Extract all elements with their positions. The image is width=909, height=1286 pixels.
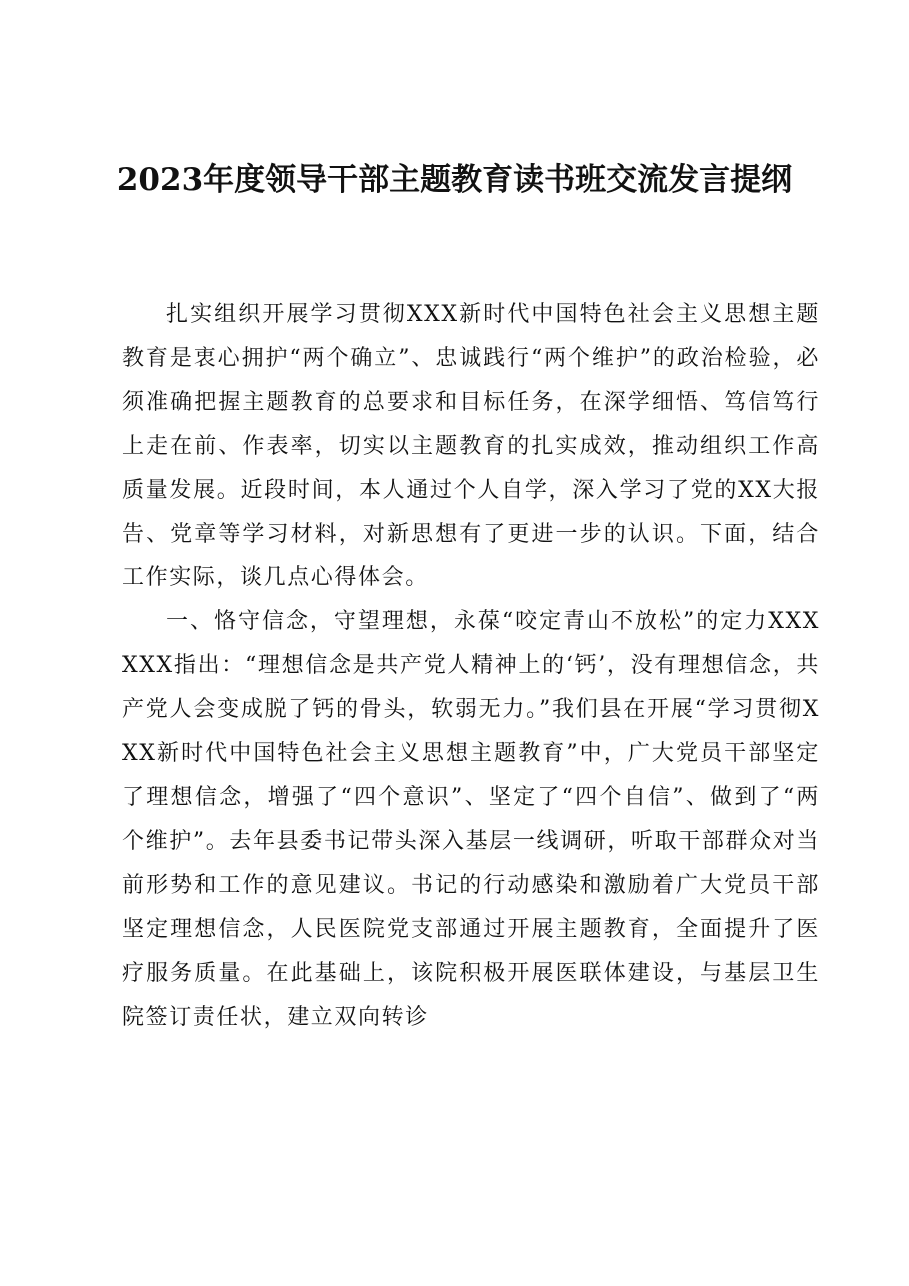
paragraph-intro: 扎实组织开展学习贯彻XXX新时代中国特色社会主义思想主题教育是衷心拥护“两个确立”、忠诚践行“两个维护”的政治检验，必须准确把握主题教育的总要求和目标任务，在深学细悟、笃信笃行上走在前、作表率，切实以主题教育的扎实成效，推动组织工作高质量发展。近段时间，本人通过个人自学，深入学习了党的XX大报告、党章等学习材料，对新思想有了更进一步的认识。下面，结合工作实际，谈几点心得体会。 (122, 302, 820, 591)
document-body (122, 293, 820, 1039)
paragraph-section-one: 一、恪守信念，守望理想，永葆“咬定青山不放松”的定力XXXXXX指出：“理想信念是共产党人精神上的‘钙’，没有理想信念，共产党人会变成脱了钙的骨头，软弱无力。”我们县在开展“学习贯彻XXX新时代中国特色社会主义思想主题教育”中，广大党员干部坚定了理想信念，增强了“四个意识”、坚定了“四个自信”、做到了“两个维护”。去年县委书记带头深入基层一线调研，听取干部群众对当前形势和工作的意见建议。书记的行动感染和激励着广大党员干部坚定理想信念，人民医院党支部通过开展主题教育，全面提升了医疗服务质量。在此基础上，该院积极开展医联体建设，与基层卫生院签订责任状，建立双向转诊 (122, 609, 820, 1030)
document-title: 2023年度领导干部主题教育读书班交流发言提纲 (116, 162, 793, 198)
